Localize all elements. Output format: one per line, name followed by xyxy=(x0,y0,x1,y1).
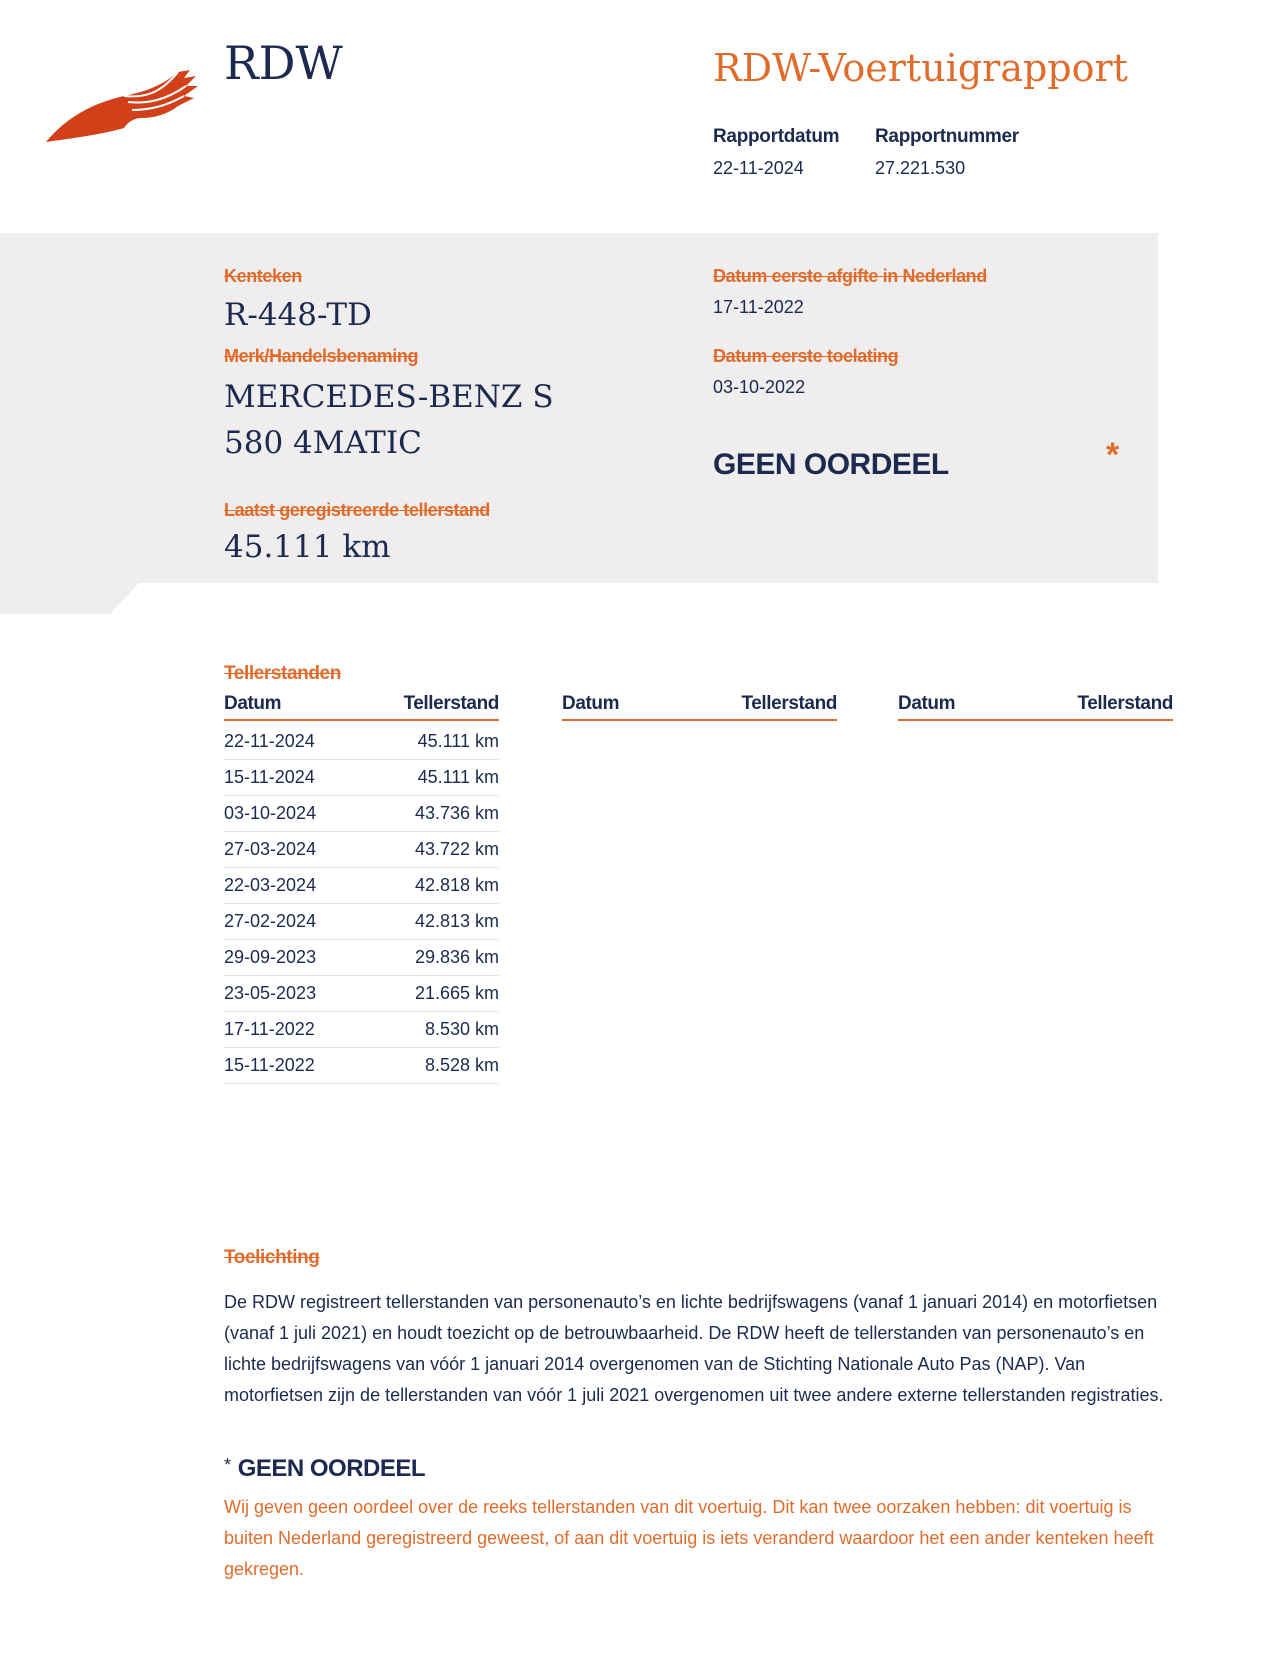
brand-name: RDW xyxy=(224,36,343,90)
row-date: 22-03-2024 xyxy=(224,875,317,895)
row-date: 23-05-2023 xyxy=(224,983,317,1003)
panel-corner-shape xyxy=(0,582,140,614)
first-admission-value: 03-10-2022 xyxy=(713,377,806,397)
row-date: 15-11-2024 xyxy=(224,767,315,787)
make-value-line2: 580 4MATIC xyxy=(224,425,422,461)
table-row xyxy=(224,796,499,832)
plate-label: Kenteken xyxy=(224,266,302,286)
first-nl-label: Datum eerste afgifte in Nederland xyxy=(713,266,987,286)
explanation-title: Toelichting xyxy=(224,1247,320,1268)
column-header-reading: Tellerstand xyxy=(1077,693,1173,714)
verdict-asterisk: * xyxy=(1106,436,1120,474)
verdict-note-star: * xyxy=(224,1455,232,1475)
odometer-table-body xyxy=(224,724,499,1084)
row-reading: 43.722 km xyxy=(414,839,499,859)
row-reading: 45.111 km xyxy=(417,767,499,787)
row-date: 29-09-2023 xyxy=(224,947,317,967)
table-header-3 xyxy=(898,693,1173,721)
table-row xyxy=(224,1012,499,1048)
report-number: 27.221.530 xyxy=(875,158,966,178)
column-header-date: Datum xyxy=(562,693,620,714)
table-row xyxy=(224,724,499,760)
report-number-label: Rapportnummer xyxy=(875,126,1019,147)
first-admission-label: Datum eerste toelating xyxy=(713,346,899,366)
row-reading: 43.736 km xyxy=(414,803,499,823)
odometer-value: 45.111 km xyxy=(224,529,391,565)
report-date: 22-11-2024 xyxy=(713,158,804,178)
verdict-note-heading xyxy=(224,1455,425,1483)
report-date-label: Rapportdatum xyxy=(713,126,840,147)
row-reading: 21.665 km xyxy=(414,983,499,1003)
verdict-note-text: Wij geven geen oordeel over de reeks tellerstanden van dit voertuig. Dit kan twee oorzaken hebben: dit voertuig is buiten Nederland geregistreerd geweest, of aan dit voertuig is iets veranderd waardoor het een ander kenteken heeft gekregen. xyxy=(224,1497,1154,1579)
column-header-reading: Tellerstand xyxy=(403,693,499,714)
verdict-note-title: GEEN OORDEEL xyxy=(237,1455,426,1482)
report-number-block xyxy=(875,126,1019,179)
row-reading: 45.111 km xyxy=(417,731,499,751)
row-date: 27-02-2024 xyxy=(224,911,317,931)
verdict-status: GEEN OORDEEL xyxy=(713,448,949,481)
row-reading: 8.528 km xyxy=(424,1055,499,1075)
table-row xyxy=(224,976,499,1012)
first-nl-value: 17-11-2022 xyxy=(713,297,804,317)
table-row xyxy=(224,832,499,868)
make-label: Merk/Handelsbenaming xyxy=(224,346,419,366)
odometer-table-title: Tellerstanden xyxy=(224,663,341,684)
report-title: RDW-Voertuigrapport xyxy=(713,46,1128,90)
explanation-text: De RDW registreert tellerstanden van personenauto’s en lichte bedrijfswagens (vanaf 1 januari 2014) en motorfietsen (vanaf 1 juli 2021) en houdt toezicht op de betrouwbaarheid. De RDW heeft de tellerstanden van personenauto’s en lichte bedrijfswagens van vóór 1 januari 2014 overgenomen van de Stichting Nationale Auto Pas (NAP). Van motorfietsen zijn de tellerstanden van vóór 1 juli 2021 overgenomen uit twee andere externe tellerstanden registraties. xyxy=(224,1292,1164,1405)
row-reading: 8.530 km xyxy=(424,1019,499,1039)
rdw-logo-icon xyxy=(44,62,204,152)
row-reading: 42.818 km xyxy=(414,875,499,895)
row-date: 17-11-2022 xyxy=(224,1019,315,1039)
row-reading: 42.813 km xyxy=(414,911,499,931)
column-header-date: Datum xyxy=(224,693,282,714)
column-header-reading: Tellerstand xyxy=(741,693,837,714)
row-date: 22-11-2024 xyxy=(224,731,315,751)
table-header-2 xyxy=(562,693,837,721)
table-header-1 xyxy=(224,693,499,721)
row-date: 03-10-2024 xyxy=(224,803,317,823)
table-row xyxy=(224,904,499,940)
table-row xyxy=(224,868,499,904)
row-reading: 29.836 km xyxy=(414,947,499,967)
table-row xyxy=(224,1048,499,1084)
plate-value: R-448-TD xyxy=(224,297,372,333)
odometer-label: Laatst geregistreerde tellerstand xyxy=(224,500,490,520)
table-row xyxy=(224,760,499,796)
table-row xyxy=(224,940,499,976)
make-value-line1: MERCEDES-BENZ S xyxy=(224,379,554,415)
row-date: 27-03-2024 xyxy=(224,839,317,859)
report-date-block xyxy=(713,126,839,179)
column-header-date: Datum xyxy=(898,693,956,714)
row-date: 15-11-2022 xyxy=(224,1055,315,1075)
